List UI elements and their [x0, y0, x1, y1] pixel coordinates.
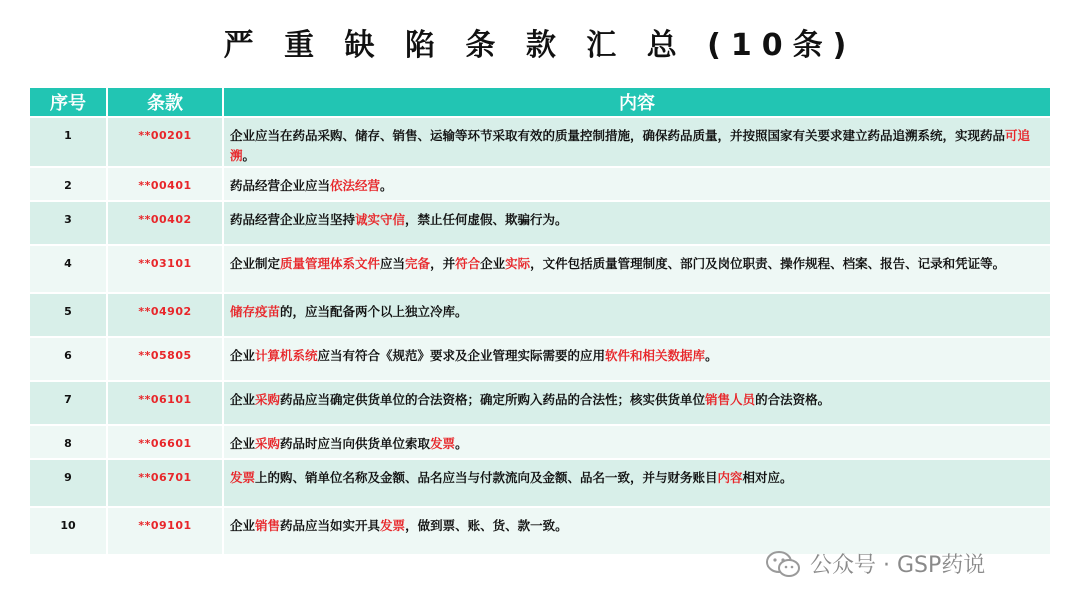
row-content [224, 382, 1050, 424]
highlight-text: 软件和相关数据库 [605, 348, 706, 363]
highlight-text: 发票 [230, 470, 256, 485]
row-content [224, 246, 1050, 292]
content-text: 企业应当在药品采购、储存、销售、运输等环节采取有效的质量控制措施，确保药品质量，并按照国家有关要求建立药品追溯系统，实现药品 [230, 128, 1006, 143]
row-seq: 6 [30, 338, 106, 380]
highlight-text: 符合 [455, 256, 481, 271]
row-seq: 1 [30, 118, 106, 166]
content-text: 。 [380, 178, 393, 193]
table-row [30, 460, 1050, 506]
table-row [30, 246, 1050, 292]
content-text: 企业 [230, 518, 256, 533]
highlight-text: 采购 [255, 392, 281, 407]
content-text: 企业 [230, 392, 256, 407]
watermark-text: 公众号 · GSP药说 [810, 553, 986, 578]
row-content [224, 460, 1050, 506]
row-content [224, 426, 1050, 458]
content-text: 药品经营企业应当坚持 [230, 212, 356, 227]
highlight-text: 诚实守信 [355, 212, 406, 227]
row-content [224, 202, 1050, 244]
content-text: 企业制定 [230, 256, 281, 271]
content-text: 药品应当如实开具 [280, 518, 381, 533]
header-clause: 条款 [108, 88, 222, 116]
row-clause-code: **00401 [108, 168, 222, 200]
content-text: 。 [242, 148, 256, 163]
row-clause-code: **06601 [108, 426, 222, 458]
content-text: 药品时应当向供货单位索取 [280, 436, 431, 451]
highlight-text: 内容 [717, 470, 743, 485]
table-row [30, 202, 1050, 244]
row-content [224, 294, 1050, 336]
row-clause-code: **04902 [108, 294, 222, 336]
row-clause-code: **05805 [108, 338, 222, 380]
row-content [224, 118, 1050, 166]
content-text: 药品应当确定供货单位的合法资格；确定所购入药品的合法性；核实供货单位 [280, 392, 706, 407]
row-seq: 8 [30, 426, 106, 458]
row-seq: 10 [30, 508, 106, 554]
content-text: 药品经营企业应当 [230, 178, 331, 193]
watermark [764, 548, 985, 579]
content-text: 的合法资格。 [755, 392, 831, 407]
row-seq: 9 [30, 460, 106, 506]
row-seq: 5 [30, 294, 106, 336]
highlight-text: 完备 [405, 256, 431, 271]
row-seq: 4 [30, 246, 106, 292]
content-text: 企业 [230, 436, 256, 451]
header-seq: 序号 [30, 88, 106, 116]
content-text: 。 [705, 348, 718, 363]
table-row [30, 118, 1050, 166]
page-title: 严 重 缺 陷 条 款 汇 总 (10条) [223, 28, 857, 63]
row-clause-code: **06701 [108, 460, 222, 506]
highlight-text: 质量管理体系文件 [280, 256, 381, 271]
row-content [224, 168, 1050, 200]
header-content: 内容 [224, 88, 1050, 116]
content-text: 企业 [480, 256, 506, 271]
content-text: ，禁止任何虚假、欺骗行为。 [405, 212, 568, 227]
content-text: 企业 [230, 348, 256, 363]
highlight-text: 储存疫苗 [230, 304, 281, 319]
highlight-text: 计算机系统 [255, 348, 318, 363]
highlight-text: 发票 [380, 518, 406, 533]
row-seq: 3 [30, 202, 106, 244]
content-text: 。 [455, 436, 468, 451]
table-row [30, 294, 1050, 336]
highlight-text: 采购 [255, 436, 281, 451]
row-clause-code: **06101 [108, 382, 222, 424]
row-content [224, 338, 1050, 380]
content-text: ，并 [430, 256, 456, 271]
table-header-row [30, 88, 1050, 116]
row-seq: 7 [30, 382, 106, 424]
highlight-text: 销售人员 [705, 392, 756, 407]
highlight-text: 销售 [255, 518, 281, 533]
content-text: 上的购、销单位名称及金额、品名应当与付款流向及金额、品名一致，并与财务账目 [255, 470, 718, 485]
row-clause-code: **09101 [108, 508, 222, 554]
table-row [30, 168, 1050, 200]
row-clause-code: **03101 [108, 246, 222, 292]
content-text: 应当有符合《规范》要求及企业管理实际需要的应用 [317, 348, 606, 363]
highlight-text: 依法经营 [330, 178, 381, 193]
highlight-text: 实际 [505, 256, 531, 271]
defect-table [28, 86, 1052, 556]
highlight-text: 可追溯 [230, 128, 1031, 163]
row-clause-code: **00201 [108, 118, 222, 166]
content-text: ，文件包括质量管理制度、部门及岗位职责、操作规程、档案、报告、记录和凭证等。 [530, 256, 1006, 271]
wechat-icon [764, 549, 802, 579]
highlight-text: 发票 [430, 436, 456, 451]
row-seq: 2 [30, 168, 106, 200]
table-row [30, 426, 1050, 458]
content-text: ，做到票、账、货、款一致。 [405, 518, 568, 533]
row-clause-code: **00402 [108, 202, 222, 244]
table-row [30, 338, 1050, 380]
table-row [30, 382, 1050, 424]
content-text: 的，应当配备两个以上独立冷库。 [280, 304, 468, 319]
content-text: 应当 [380, 256, 406, 271]
content-text: 相对应。 [742, 470, 793, 485]
